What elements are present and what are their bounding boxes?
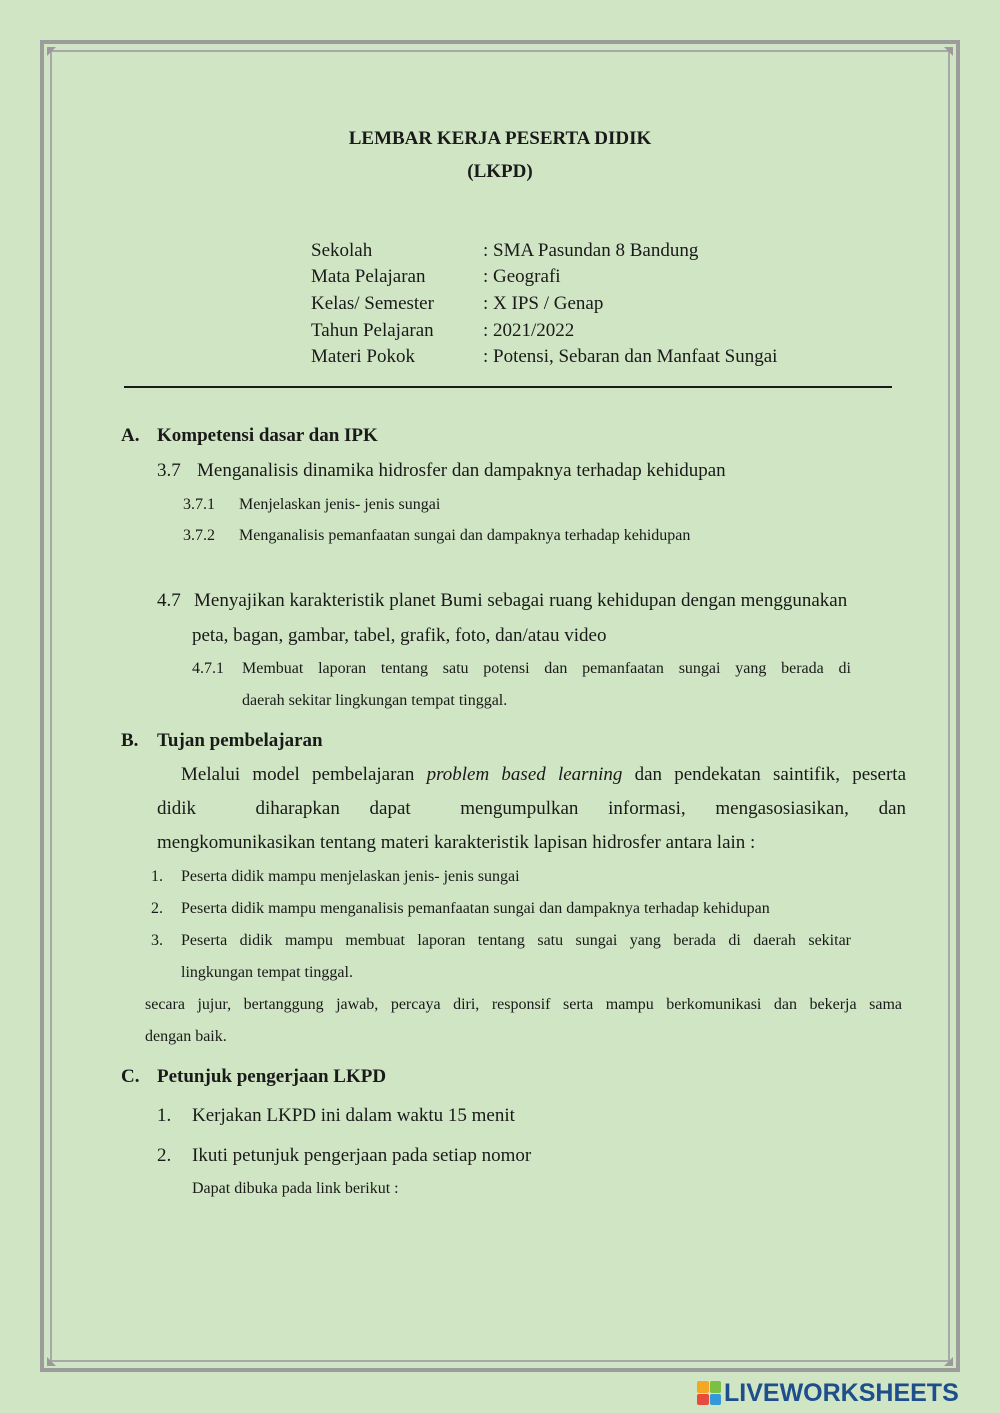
info-label: Tahun Pelajaran xyxy=(311,320,434,341)
kd-text: Menyajikan karakteristik planet Bumi sebagai ruang kehidupan dengan menggunakan xyxy=(194,590,848,611)
kd-number: 4.7 xyxy=(157,590,181,611)
section-b-heading: Tujan pembelajaran xyxy=(157,730,323,751)
paragraph-text: Melalui model pembelajaran xyxy=(181,764,427,785)
kd-number: 3.7 xyxy=(157,460,181,481)
corner-ornament-bottom-right xyxy=(944,1357,953,1366)
info-value: : SMA Pasundan 8 Bandung xyxy=(483,240,699,261)
document-subtitle: (LKPD) xyxy=(467,161,533,182)
list-number: 3. xyxy=(151,932,163,949)
ipk-text-continued: daerah sekitar lingkungan tempat tinggal. xyxy=(242,692,508,709)
ipk-text: Menganalisis pemanfaatan sungai dan dampaknya terhadap kehidupan xyxy=(239,527,691,544)
objective-paragraph-line3: mengkomunikasikan tentang materi karakteristik lapisan hidrosfer antara lain : xyxy=(157,832,756,853)
header-divider xyxy=(124,386,892,388)
liveworksheets-logo-icon xyxy=(697,1381,721,1405)
info-label: Sekolah xyxy=(311,240,373,261)
info-label: Kelas/ Semester xyxy=(311,293,434,314)
list-number: 2. xyxy=(151,900,163,917)
section-a-heading: Kompetensi dasar dan IPK xyxy=(157,425,378,446)
corner-ornament-bottom-left xyxy=(47,1357,56,1366)
instruction-number: 1. xyxy=(157,1105,172,1126)
list-item: Peserta didik mampu menjelaskan jenis- jenis sungai xyxy=(181,868,520,885)
instruction-text: Kerjakan LKPD ini dalam waktu 15 menit xyxy=(192,1105,515,1126)
list-item: Peserta didik mampu membuat laporan tentang satu sungai yang berada di daerah sekitar xyxy=(181,932,851,949)
list-item-continued: lingkungan tempat tinggal. xyxy=(181,964,353,981)
info-value: : Potensi, Sebaran dan Manfaat Sungai xyxy=(483,346,778,367)
corner-ornament-top-left xyxy=(47,47,56,56)
document-title: LEMBAR KERJA PESERTA DIDIK xyxy=(348,128,652,149)
info-label: Materi Pokok xyxy=(311,346,415,367)
instruction-text: Ikuti petunjuk pengerjaan pada setiap nomor xyxy=(192,1145,532,1166)
kd-text-continued: peta, bagan, gambar, tabel, grafik, foto, dan/atau video xyxy=(192,625,607,646)
objective-paragraph-line2: didik diharapkan dapat mengumpulkan informasi, mengasosiasikan, dan xyxy=(157,798,906,819)
section-a-letter: A. xyxy=(121,425,140,446)
instruction-number: 2. xyxy=(157,1145,172,1166)
ipk-number: 3.7.1 xyxy=(183,496,215,513)
paragraph-text: dan pendekatan saintifik, peserta xyxy=(622,764,906,785)
paragraph-italic-term: problem based learning xyxy=(426,764,623,785)
liveworksheets-logo xyxy=(697,1378,959,1408)
ipk-number: 4.7.1 xyxy=(192,660,224,677)
objective-paragraph-line1 xyxy=(181,764,906,786)
list-number: 1. xyxy=(151,868,163,885)
link-note: Dapat dibuka pada link berikut : xyxy=(192,1180,399,1197)
info-value: : 2021/2022 xyxy=(483,320,575,341)
closing-text: secara jujur, bertanggung jawab, percaya diri, responsif serta mampu berkomunikasi dan bekerja sama xyxy=(145,996,902,1013)
ipk-text: Membuat laporan tentang satu potensi dan pemanfaatan sungai yang berada di xyxy=(242,660,851,677)
section-c-letter: C. xyxy=(121,1066,140,1087)
info-value: : X IPS / Genap xyxy=(483,293,604,314)
kd-text: Menganalisis dinamika hidrosfer dan dampaknya terhadap kehidupan xyxy=(197,460,726,481)
closing-text-continued: dengan baik. xyxy=(145,1028,227,1045)
ipk-text: Menjelaskan jenis- jenis sungai xyxy=(239,496,441,513)
liveworksheets-wordmark: LIVEWORKSHEETS xyxy=(724,1378,959,1407)
section-c-heading: Petunjuk pengerjaan LKPD xyxy=(157,1066,387,1087)
info-label: Mata Pelajaran xyxy=(311,266,426,287)
info-value: : Geografi xyxy=(483,266,561,287)
ipk-number: 3.7.2 xyxy=(183,527,215,544)
list-item: Peserta didik mampu menganalisis pemanfaatan sungai dan dampaknya terhadap kehidupan xyxy=(181,900,770,917)
section-b-letter: B. xyxy=(121,730,139,751)
corner-ornament-top-right xyxy=(944,47,953,56)
